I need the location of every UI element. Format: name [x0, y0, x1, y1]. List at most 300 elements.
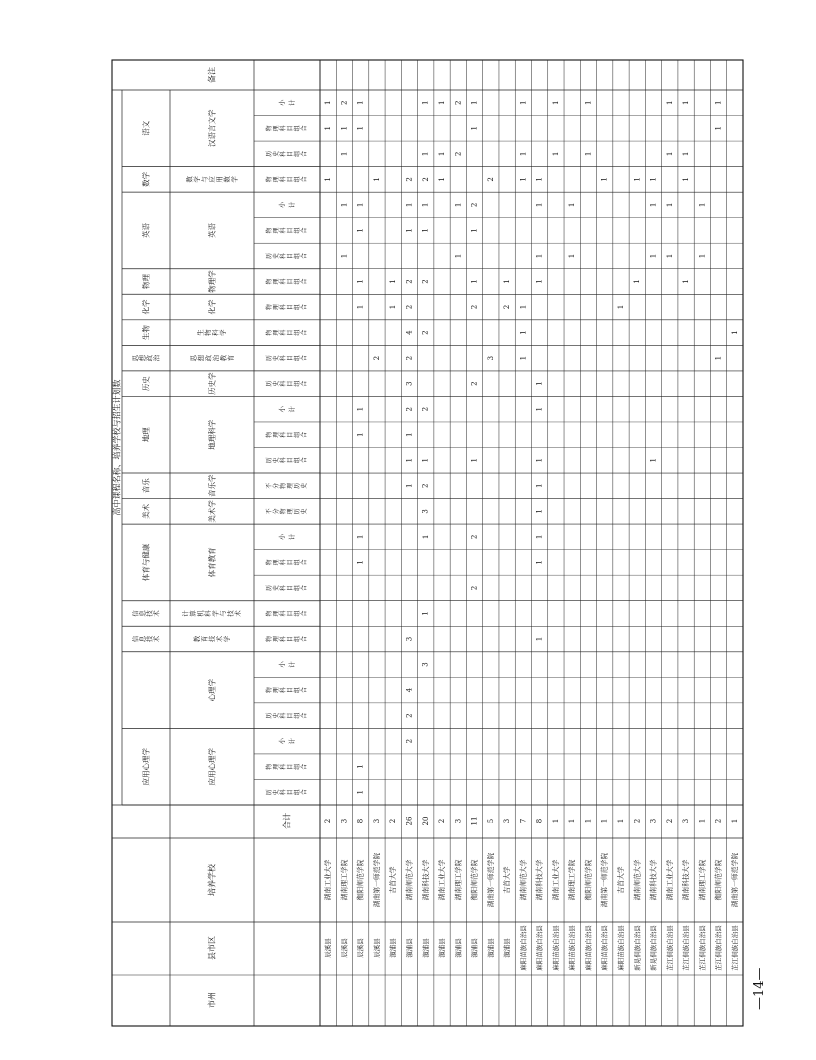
row-total: 3: [649, 818, 658, 824]
header-char: 合: [301, 559, 308, 566]
row-cell: 2: [454, 151, 463, 157]
row-total: 2: [438, 818, 447, 824]
row-county: 芷江侗族自治县: [698, 925, 707, 971]
header-char: 合: [301, 150, 308, 157]
leaf-header: [277, 661, 296, 668]
row-cell: 2: [470, 304, 479, 310]
row-cell: 1: [649, 458, 658, 463]
course-name: 应用心理学: [207, 747, 217, 786]
header-char: 生: [196, 329, 205, 336]
row-school: 湖南工业大学: [665, 859, 674, 901]
row-cell: 1: [356, 764, 365, 769]
row-total: 1: [584, 818, 593, 824]
header-char: 史: [273, 712, 280, 719]
header-char: 组: [294, 431, 301, 438]
row-total: 5: [486, 818, 495, 824]
header-char: 目: [287, 304, 294, 311]
header-char: 组: [294, 559, 301, 566]
header-char: 组: [294, 252, 301, 259]
header-char: 理: [273, 329, 280, 336]
header-char: 组: [294, 457, 301, 464]
header-char: 目: [287, 636, 294, 643]
header-char: 分: [273, 482, 280, 489]
row-cell: 1: [649, 253, 658, 259]
row-cell: 1: [535, 483, 544, 489]
row-total: 3: [372, 818, 381, 824]
header-char: 理: [273, 610, 280, 617]
row-county: 辰溪县: [356, 938, 365, 958]
leaf-header: [265, 176, 308, 182]
header-char: 学: [223, 635, 231, 643]
subject-name: 化学: [141, 299, 151, 315]
subject-name: 美术: [141, 503, 151, 519]
row-county: 芷江侗族自治县: [730, 925, 739, 971]
row-cell: 1: [405, 202, 414, 208]
header-char: 与: [200, 176, 209, 183]
row-cell: 1: [535, 177, 544, 182]
row-total: 2: [389, 818, 398, 824]
row-cell: 1: [714, 126, 723, 131]
header-char: 应: [208, 176, 216, 183]
header-char: 合: [301, 252, 308, 259]
header-char: 目: [287, 252, 294, 259]
header-char: 组: [294, 380, 301, 387]
header-char: 物: [266, 227, 273, 234]
row-school: 湖南工业大学: [438, 859, 447, 901]
header-char: 理: [273, 687, 280, 694]
header-char: 目: [287, 227, 294, 234]
row-county: 溆浦县: [389, 938, 398, 958]
header-char: 史: [273, 355, 280, 362]
row-cell: 1: [421, 100, 430, 106]
row-cell: 1: [372, 177, 381, 182]
subject-name: 英语: [141, 222, 151, 238]
row-school: 吉首大学: [503, 866, 512, 894]
leaf-header: [265, 483, 308, 489]
header-char: 组: [294, 789, 301, 796]
row-cell: 1: [421, 202, 430, 208]
header-char: 物: [266, 431, 273, 438]
header-char: 历: [266, 789, 273, 796]
header-char: 科: [280, 278, 287, 285]
header-char: 技: [145, 610, 154, 617]
header-char: 科: [280, 789, 287, 796]
row-cell: 1: [649, 177, 658, 182]
row-cell: 1: [324, 126, 333, 131]
header-char: 育: [200, 635, 209, 643]
row-cell: 1: [470, 100, 479, 106]
row-cell: 1: [551, 151, 560, 157]
row-school: 湖南理工学院: [340, 859, 349, 901]
header-char: 理: [273, 636, 280, 643]
header-char: 组: [294, 687, 301, 694]
header-char: 科: [280, 610, 287, 617]
header-char: 合: [301, 380, 308, 387]
row-total: 3: [340, 818, 349, 824]
header-char: 目: [287, 687, 294, 694]
row-school: 湖南科技大学: [421, 859, 430, 901]
row-cell: 1: [714, 355, 723, 361]
header-char: 科: [280, 304, 287, 311]
row-cell: 1: [682, 151, 691, 157]
row-total: 20: [421, 816, 430, 826]
leaf-header: [277, 201, 296, 208]
header-char: 计: [288, 661, 296, 668]
header-char: 术: [152, 635, 161, 643]
header-char: 科: [211, 329, 220, 336]
row-cell: 1: [356, 202, 365, 208]
header-char: 科: [280, 687, 287, 694]
row-cell: 1: [665, 151, 674, 157]
course-name: [188, 354, 235, 361]
row-county: 麻阳苗族自治县: [568, 925, 577, 971]
row-cell: 1: [356, 279, 365, 284]
row-county: 芷江侗族自治县: [665, 925, 674, 971]
row-cell: 1: [503, 279, 512, 284]
header-char: 目: [287, 431, 294, 438]
row-cell: 3: [421, 662, 430, 667]
header-char: 学: [211, 610, 220, 617]
row-total: 3: [503, 818, 512, 824]
header-char: 物: [266, 763, 273, 770]
row-total: 1: [551, 818, 560, 824]
header-char: 计: [288, 533, 296, 541]
row-cell: 1: [535, 636, 544, 642]
row-cell: 4: [405, 330, 414, 335]
header-char: 合: [301, 355, 308, 362]
header-char: 目: [287, 712, 294, 719]
row-cell: 1: [551, 100, 560, 106]
leaf-header: [277, 737, 296, 744]
header-char: 目: [287, 355, 294, 362]
leaf-header: [265, 559, 308, 565]
row-cell: 2: [421, 279, 430, 284]
row-cell: 2: [486, 177, 495, 182]
row-cell: 2: [405, 279, 414, 284]
header-char: 科: [280, 763, 287, 770]
row-school: 湖南工业大学: [551, 859, 560, 901]
row-school: 湖南第一师范学院: [600, 852, 609, 908]
header-char: 物: [266, 687, 273, 694]
header-char: 物: [266, 559, 273, 566]
header-char: 科: [280, 227, 287, 234]
header-char: 科: [280, 125, 287, 132]
row-cell: 1: [405, 458, 414, 463]
header-char: 科: [280, 252, 287, 259]
header-char: 计: [181, 610, 190, 617]
course-name: [181, 610, 243, 617]
header-char: 史: [273, 252, 280, 259]
header-char: 机: [196, 610, 205, 617]
header-char: 组: [294, 125, 301, 132]
row-cell: 1: [340, 253, 349, 259]
row-county: 溆浦县: [470, 938, 479, 958]
row-cell: 1: [389, 279, 398, 284]
row-county: 麻阳苗族自治县: [519, 925, 528, 971]
row-cell: 1: [616, 304, 625, 310]
leaf-header: [265, 330, 308, 336]
header-char: 科: [280, 636, 287, 643]
row-cell: 2: [405, 177, 414, 182]
header-char: 物: [266, 176, 273, 183]
city-header: 市州: [207, 992, 217, 1008]
row-county: 辰溪县: [340, 938, 349, 958]
header-char: 理: [273, 278, 280, 285]
subject-name: [131, 354, 161, 361]
row-cell: 1: [568, 202, 577, 208]
subject-name: 音乐: [141, 478, 151, 494]
leaf-header: [266, 381, 308, 387]
county-header: 县市区: [207, 936, 217, 960]
row-cell: 1: [682, 100, 691, 106]
header-char: 组: [294, 227, 301, 234]
page-number: —14—: [752, 967, 767, 1010]
row-cell: 1: [324, 100, 333, 106]
row-school: 湖南第一师范学院: [486, 852, 495, 908]
header-char: 物: [266, 125, 273, 132]
row-total: 2: [324, 818, 333, 824]
row-school: 衡阳师范学院: [584, 859, 593, 901]
header-char: 合: [301, 687, 308, 694]
header-char: 术: [215, 635, 224, 643]
header-char: 合: [301, 712, 308, 719]
header-char: 组: [294, 636, 301, 643]
row-school: 湖南师范大学: [519, 859, 528, 901]
header-char: 计: [288, 201, 296, 209]
row-cell: 2: [405, 406, 414, 412]
header-char: 思: [131, 354, 140, 362]
row-county: 新晃侗族自治县: [633, 925, 642, 971]
row-county: 溆浦县: [454, 938, 463, 958]
subject-name: 体育与健康: [141, 543, 151, 582]
header-char: 理: [273, 559, 280, 566]
row-cell: 1: [356, 100, 365, 106]
row-school: 湖南第一师范学院: [730, 852, 739, 908]
row-school: 吉首大学: [616, 866, 625, 894]
header-char: 科: [280, 559, 287, 566]
row-cell: 2: [470, 534, 479, 540]
row-cell: 1: [454, 253, 463, 259]
header-char: 组: [294, 150, 301, 157]
row-cell: 1: [698, 202, 707, 208]
row-cell: 1: [633, 279, 642, 284]
row-cell: 2: [421, 177, 430, 182]
row-cell: 1: [682, 279, 691, 284]
row-county: 溆浦县: [421, 938, 430, 958]
row-county: 芷江侗族自治县: [682, 925, 691, 971]
row-cell: 1: [421, 151, 430, 157]
leaf-header: [277, 405, 296, 412]
header-char: 理: [273, 431, 280, 438]
row-cell: 1: [535, 279, 544, 284]
header-char: 计: [288, 405, 296, 413]
header-char: 组: [294, 712, 301, 719]
row-cell: 4: [405, 687, 414, 693]
header-char: 合: [301, 789, 308, 796]
row-cell: 1: [421, 228, 430, 233]
row-total: 7: [519, 818, 528, 824]
header-char: 科: [280, 584, 287, 591]
header-char: 合: [301, 584, 308, 591]
leaf-header: [266, 355, 308, 361]
row-county: 麻阳苗族自治县: [600, 925, 609, 971]
row-cell: 1: [470, 279, 479, 284]
row-cell: 3: [405, 381, 414, 386]
row-county: 溆浦县: [503, 938, 512, 958]
header-char: 组: [294, 610, 301, 617]
row-school: 湖南理工学院: [454, 859, 463, 901]
row-cell: 1: [405, 483, 414, 489]
row-county: 麻阳苗族自治县: [551, 925, 560, 971]
header-char: 物: [266, 610, 273, 617]
course-name: 美术学: [207, 500, 217, 523]
row-cell: 1: [389, 304, 398, 310]
row-cell: 2: [340, 100, 349, 106]
header-char: 目: [287, 176, 294, 183]
row-school: 衡阳师范学院: [714, 859, 723, 901]
table-title: 高中课程名称、培养学校与招生计划数: [112, 379, 122, 516]
row-cell: 1: [535, 202, 544, 208]
row-cell: 2: [470, 585, 479, 591]
header-char: 物: [204, 329, 213, 336]
row-cell: 1: [340, 202, 349, 208]
row-cell: 1: [454, 202, 463, 208]
row-cell: 1: [519, 330, 528, 335]
header-char: 史: [301, 482, 308, 489]
row-cell: 1: [519, 100, 528, 106]
row-county: 新晃侗族自治县: [649, 925, 658, 971]
header-char: 史: [273, 457, 280, 464]
leaf-header: [277, 533, 296, 540]
header-char: 科: [204, 610, 213, 617]
header-char: 目: [287, 380, 294, 387]
header-char: 技: [145, 635, 154, 643]
header-char: 组: [294, 584, 301, 591]
leaf-header: [265, 279, 308, 285]
row-cell: 2: [405, 713, 414, 718]
row-total: 11: [470, 816, 479, 826]
subject-name: 应用心理学: [141, 747, 151, 786]
leaf-header: [265, 432, 308, 438]
leaf-header: [266, 713, 308, 719]
row-cell: 1: [421, 458, 430, 463]
row-cell: 1: [470, 228, 479, 233]
header-char: 合: [301, 176, 308, 183]
header-char: 合: [301, 278, 308, 285]
row-school: 湖南科技大学: [682, 859, 691, 901]
header-char: 用: [215, 176, 224, 183]
header-char: 理: [273, 763, 280, 770]
course-name: 汉语言文学: [207, 109, 217, 148]
course-name: 历史学: [207, 372, 217, 395]
header-char: 息: [138, 610, 147, 617]
row-county: 芷江侗族自治县: [714, 925, 723, 971]
header-char: 历: [294, 482, 301, 489]
header-char: 计: [288, 99, 296, 107]
header-char: 技: [208, 635, 216, 643]
row-total: 1: [730, 818, 739, 824]
header-char: 育: [226, 354, 235, 362]
row-cell: 1: [340, 126, 349, 131]
row-cell: 3: [486, 355, 495, 361]
header-char: 科: [280, 329, 287, 336]
row-cell: 1: [665, 202, 674, 208]
header-char: 小: [278, 737, 286, 745]
row-total: 8: [535, 818, 544, 824]
row-total: 2: [633, 818, 642, 824]
course-name: 音乐学: [207, 474, 217, 498]
row-school: 湖南工业大学: [324, 859, 333, 901]
row-total: 1: [600, 818, 609, 824]
row-school: 衡阳师范学院: [470, 859, 479, 901]
header-char: 史: [273, 380, 280, 387]
header-char: 数: [223, 176, 231, 183]
row-school: 湖南科技大学: [535, 859, 544, 901]
row-cell: 1: [356, 126, 365, 131]
leaf-header: [265, 304, 308, 310]
row-cell: 1: [568, 253, 577, 259]
header-char: 历: [266, 252, 273, 259]
header-char: 历: [266, 712, 273, 719]
row-school: 湖南科技大学: [649, 859, 658, 901]
row-cell: 1: [600, 177, 609, 182]
course-name: 心理学: [207, 678, 217, 702]
header-char: 目: [287, 125, 294, 132]
row-county: 溆浦县: [405, 938, 414, 958]
header-char: 治: [211, 354, 220, 362]
header-char: 合: [301, 125, 308, 132]
subject-name: 地理: [141, 427, 151, 443]
header-char: 学: [193, 176, 201, 183]
row-cell: 1: [649, 202, 658, 208]
header-char: 技: [226, 610, 235, 617]
header-char: 科: [280, 431, 287, 438]
row-cell: 1: [682, 177, 691, 182]
course-name: [192, 635, 231, 642]
header-char: 理: [273, 176, 280, 183]
row-cell: 1: [714, 100, 723, 106]
row-cell: 1: [470, 126, 479, 131]
header-char: 术: [152, 610, 161, 617]
row-cell: 1: [405, 228, 414, 233]
header-char: 目: [287, 150, 294, 157]
header-char: 合: [301, 304, 308, 311]
header-char: 组: [294, 355, 301, 362]
row-school: 衡阳师范学院: [356, 859, 365, 901]
row-cell: 1: [535, 560, 544, 565]
row-cell: 1: [519, 177, 528, 182]
header-char: 目: [287, 457, 294, 464]
row-cell: 1: [730, 330, 739, 335]
header-char: 目: [287, 763, 294, 770]
leaf-header: [266, 253, 308, 259]
header-char: 合: [301, 431, 308, 438]
row-cell: 2: [405, 738, 414, 744]
course-name: 地理科学: [207, 419, 217, 450]
row-county: 麻阳苗族自治县: [535, 925, 544, 971]
row-cell: 1: [519, 304, 528, 310]
row-cell: 1: [470, 458, 479, 463]
row-cell: 1: [421, 611, 430, 616]
header-char: 组: [294, 763, 301, 770]
row-cell: 3: [421, 509, 430, 514]
row-cell: 1: [519, 355, 528, 361]
row-county: 辰溪县: [324, 938, 333, 958]
header-char: 科: [280, 457, 287, 464]
header-char: 物: [266, 636, 273, 643]
header-char: 理: [287, 508, 294, 515]
school-header: 培养学校: [207, 864, 217, 896]
